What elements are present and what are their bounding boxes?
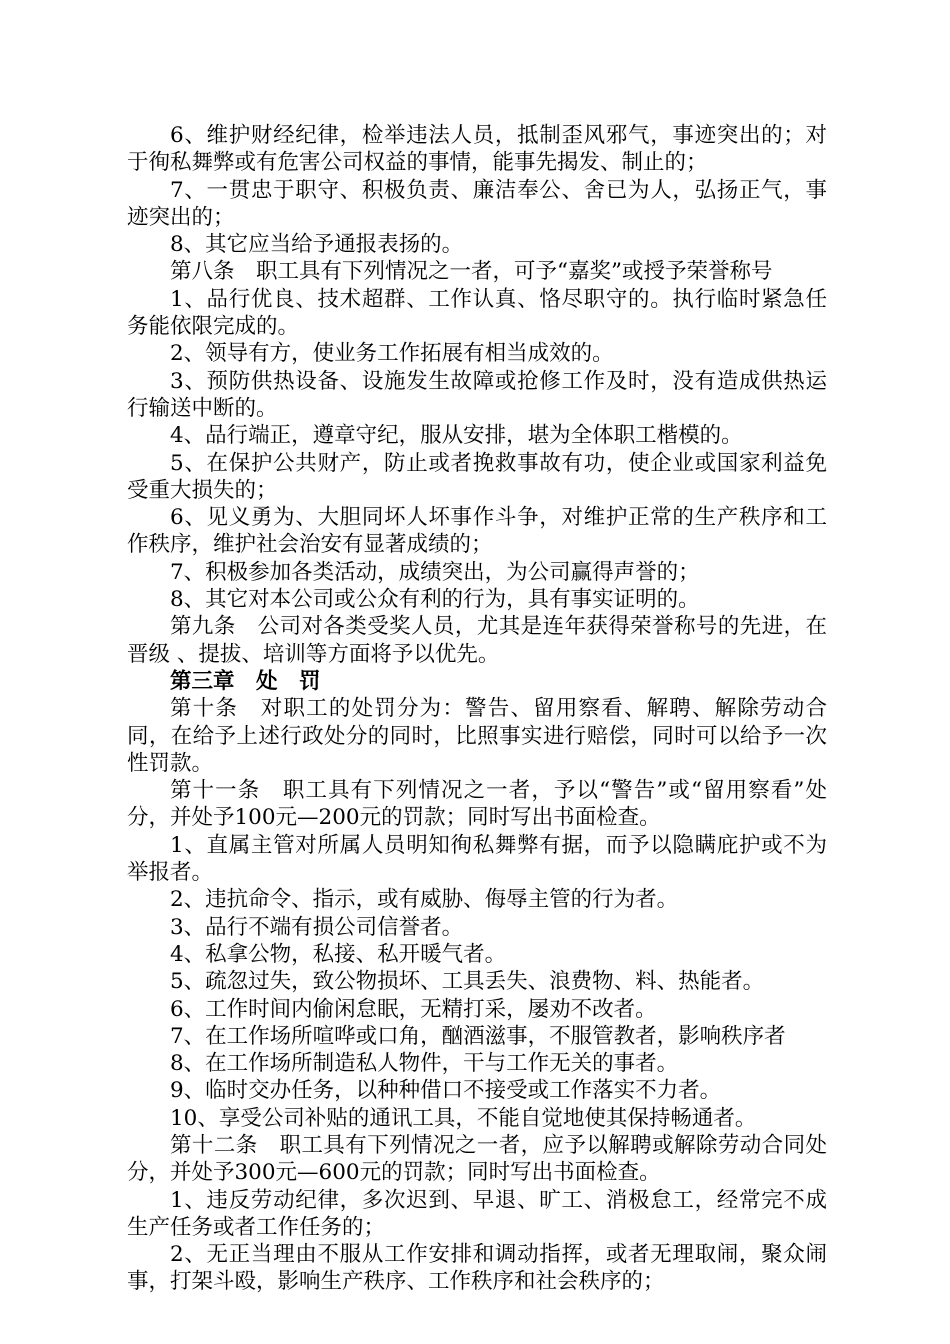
paragraph: 4、私拿公物，私接、私开暖气者。 [170,941,507,967]
paragraph: 8、在工作场所制造私人物件，干与工作无关的事者。 [170,1051,679,1077]
paragraph: 5、在保护公共财产，防止或者挽救事故有功，使企业或国家利益免受重大损失的； [127,450,827,503]
paragraph: 1、违反劳动纪律，多次迟到、早退、旷工、消极怠工，经常完不成生产任务或者工作任务的； [127,1187,827,1240]
paragraph: 10、享受公司补贴的通讯工具，不能自觉地使其保持畅通者。 [170,1105,757,1131]
paragraph: 6、工作时间内偷闲怠眠，无精打采，屡劝不改者。 [170,996,657,1022]
article-10: 第十条 对职工的处罚分为：警告、留用察看、解聘、解除劳动合同，在给予上述行政处分的同时，比照事实进行赔偿，同时可以给予一次性罚款。 [127,696,827,776]
paragraph: 4、品行端正，遵章守纪，服从安排，堪为全体职工楷模的。 [170,423,743,449]
paragraph: 2、无正当理由不服从工作安排和调动指挥，或者无理取闹，聚众闹事，打架斗殴，影响生产秩序、工作秩序和社会秩序的； [127,1242,827,1295]
paragraph: 1、品行优良、技术超群、工作认真、恪尽职守的。执行临时紧急任务能依限完成的。 [127,286,827,340]
paragraph: 5、疏忽过失，致公物损坏、工具丢失、浪费物、料、热能者。 [170,969,765,995]
paragraph: 3、品行不端有损公司信誉者。 [170,914,464,940]
paragraph: 8、其它对本公司或公众有利的行为，具有事实证明的。 [170,587,700,613]
paragraph: 6、维护财经纪律，检举违法人员，抵制歪风邪气，事迹突出的；对于徇私舞弊或有危害公司权益的事情，能事先揭发、制止的； [127,123,827,176]
chapter-heading: 第三章 处 罚 [170,668,321,694]
paragraph: 9、临时交办任务，以种种借口不接受或工作落实不力者。 [170,1078,722,1104]
paragraph: 2、领导有方，使业务工作拓展有相当成效的。 [170,341,614,367]
paragraph: 7、一贯忠于职守、积极负责、廉洁奉公、舍已为人，弘扬正气，事迹突出的； [127,177,827,230]
article-9: 第九条 公司对各类受奖人员，尤其是连年获得荣誉称号的先进，在晋级 、提拔、培训等方面将予以优先。 [127,614,827,667]
paragraph: 7、在工作场所喧哗或口角，酗酒滋事，不服管教者，影响秩序者 [170,1023,786,1049]
paragraph: 3、预防供热设备、设施发生故障或抢修工作及时，没有造成供热运行输送中断的。 [127,368,827,421]
paragraph: 2、违抗命令、指示，或有威胁、侮辱主管的行为者。 [170,887,679,913]
document-page [127,122,827,1296]
paragraph: 8、其它应当给予通报表扬的。 [170,232,464,258]
article-8: 第八条 职工具有下列情况之一者，可予“嘉奖”或授予荣誉称号 [170,259,773,285]
paragraph: 6、见义勇为、大胆同坏人坏事作斗争，对维护正常的生产秩序和工作秩序，维护社会治安有显著成绩的； [127,505,827,558]
paragraph: 7、积极参加各类活动，成绩突出，为公司赢得声誉的； [170,559,700,585]
article-11: 第十一条 职工具有下列情况之一者，予以“警告”或“留用察看”处分，并处予100元—200元的罚款；同时写出书面检查。 [127,778,827,831]
article-12: 第十二条 职工具有下列情况之一者，应予以解聘或解除劳动合同处分，并处予300元—600元的罚款；同时写出书面检查。 [127,1132,827,1186]
paragraph: 1、直属主管对所属人员明知徇私舞弊有据，而予以隐瞒庇护或不为举报者。 [127,832,827,886]
